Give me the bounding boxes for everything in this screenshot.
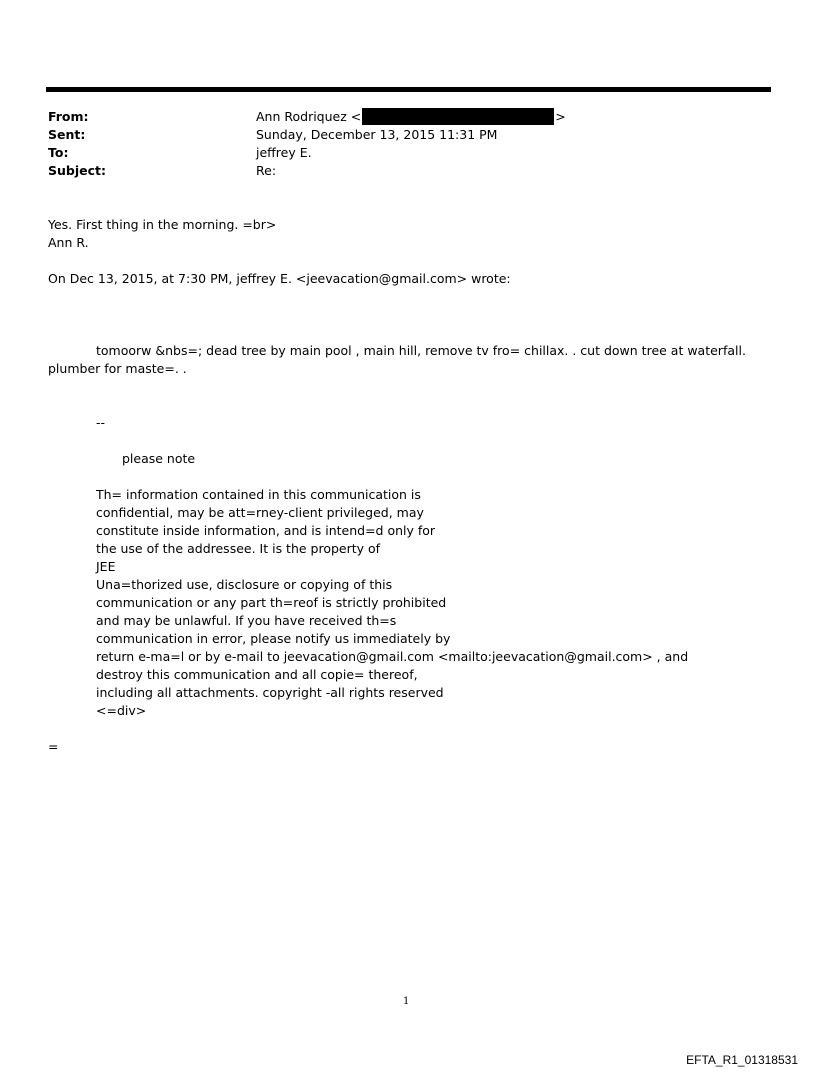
from-name: Ann Rodriquez [256, 109, 347, 124]
from-label: From: [48, 109, 89, 124]
disclaimer-line: destroy this communication and all copie= thereof, [96, 667, 418, 682]
trailing-marker: = [48, 739, 59, 754]
signature-separator: -- [96, 415, 106, 430]
disclaimer-line: confidential, may be att=rney-client privileged, may [96, 505, 424, 520]
disclaimer-line: communication in error, please notify us immediately by [96, 631, 451, 646]
from-open-bracket: < [350, 109, 362, 124]
document-reference: EFTA_R1_01318531 [686, 1053, 798, 1067]
to-label: To: [48, 145, 69, 160]
quote-intro: On Dec 13, 2015, at 7:30 PM, jeffrey E. <jeevacation@gmail.com> wrote: [48, 271, 511, 286]
disclaimer-line: JEE [96, 559, 116, 574]
quoted-text-line: tomoorw &nbs=; dead tree by main pool , main hill, remove tv fro= chillax. . cut down tree at waterfall. [96, 343, 746, 358]
please-note-heading: please note [122, 451, 196, 466]
from-close-bracket: > [555, 109, 566, 124]
sent-label: Sent: [48, 127, 86, 142]
redaction-block [362, 108, 554, 125]
subject-value: Re: [256, 163, 277, 178]
disclaimer-line: Una=thorized use, disclosure or copying of this [96, 577, 393, 592]
reply-line: Yes. First thing in the morning. =br> [48, 217, 277, 232]
sent-value: Sunday, December 13, 2015 11:31 PM [256, 127, 498, 142]
disclaimer-line: constitute inside information, and is intend=d only for [96, 523, 436, 538]
to-value: jeffrey E. [256, 145, 312, 160]
disclaimer-line: and may be unlawful. If you have received th=s [96, 613, 397, 628]
disclaimer-line: including all attachments. copyright -all rights reserved [96, 685, 444, 700]
disclaimer-line: the use of the addressee. It is the property of [96, 541, 381, 556]
quoted-text-line: plumber for maste=. . [48, 361, 187, 376]
header-rule [46, 87, 771, 92]
subject-label: Subject: [48, 163, 106, 178]
disclaimer-line: communication or any part th=reof is strictly prohibited [96, 595, 447, 610]
from-value [256, 108, 566, 126]
disclaimer-line: Th= information contained in this communication is [96, 487, 421, 502]
reply-signature: Ann R. [48, 235, 89, 250]
disclaimer-line: <=div> [96, 703, 147, 718]
disclaimer-line: return e-ma=l or by e-mail to jeevacation@gmail.com <mailto:jeevacation@gmail.com> , and [96, 649, 689, 664]
page-number: 1 [403, 996, 410, 1007]
